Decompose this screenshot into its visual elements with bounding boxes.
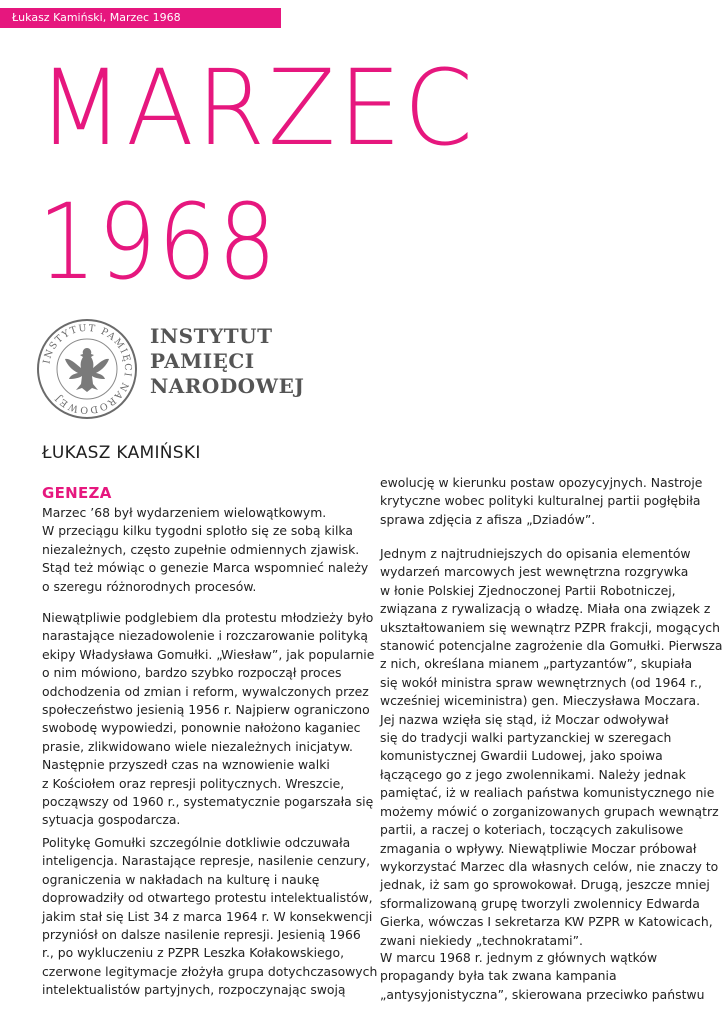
text-line: wykorzystać Marzec dla własnych celów, nie znaczy to — [380, 858, 719, 874]
text-line: o szeregu różnorodnych procesów. — [42, 578, 257, 594]
title-line-1: MARZEC — [38, 47, 476, 169]
text-line: Niewątpliwie podglebiem dla protestu młodzieży było — [42, 610, 374, 625]
text-line: sprawa zdjęcia z afisza „Dziadów”. — [380, 511, 596, 527]
text-line: jakim stał się List 34 z marca 1964 r. W konsekwencji — [42, 908, 373, 924]
text-line: doprowadziły od otwartego protestu intelektualistów, — [42, 890, 373, 906]
text-line: wcześniej wiceministra) gen. Mieczysława Moczara. — [380, 693, 701, 709]
text-line: z nich, określana mianem „partyzantów”, skupiała — [380, 656, 693, 672]
text-line: Jej nazwa wzięła się stąd, iż Moczar odwoływał — [380, 711, 669, 727]
text-line: intelektualistów partyjnych, rozpoczynając swoją — [42, 982, 346, 998]
text-line: przyniósł on dalsze nasilenie represji. Jesienią 1966 — [42, 927, 361, 943]
text-line: W marcu 1968 r. jednym z głównych wątków — [380, 950, 658, 965]
running-title-bar — [0, 8, 281, 28]
text-line: ekipy Władysława Gomułki. „Wiesław”, jak popularnie — [42, 646, 375, 662]
text-line: r., po wykluczeniu z PZPR Leszka Kołakowskiego, — [42, 945, 345, 961]
text-line: W przeciągu kilku tygodni splotło się ze sobą kilka — [42, 523, 353, 539]
text-line: zwani niekiedy „technokratami”. — [380, 932, 583, 948]
text-line: partii, a raczej o koteriach, toczących zakulisowe — [380, 822, 684, 838]
text-line: propagandy była tak zwana kampania — [380, 968, 617, 984]
text-line: ewolucję w kierunku postaw opozycyjnych. Nastroje — [380, 475, 703, 490]
text-line: zmagania o wpływy. Niewątpliwie Moczar próbował — [380, 840, 697, 856]
text-line: Marzec ’68 był wydarzeniem wielowątkowym. — [42, 505, 327, 520]
text-line: sytuacja gospodarcza. — [42, 812, 181, 828]
text-line: Gierka, wówczas I sekretarza KW PZPR w Katowicach, — [380, 914, 713, 930]
text-line: „antysyjonistyczna”, skierowana przeciwko państwu — [380, 986, 705, 1002]
text-line: jednak, iż sam go sprowokował. Drugą, jeszcze mniej — [380, 877, 710, 893]
text-line: wydarzeń marcowych jest wewnętrzna rozgrywka — [380, 564, 689, 580]
text-line: możemy mówić o zorganizowanych grupach wewnątrz — [380, 803, 719, 819]
text-line: prasie, zlikwidowano wiele niezależnych inicjatyw. — [42, 738, 353, 754]
ipn-seal-logo — [36, 318, 138, 420]
text-line: niezależnych, często zupełnie odmiennych zjawisk. — [42, 541, 360, 557]
text-line: z Kościołem oraz represji politycznych. Wreszcie, — [42, 775, 345, 791]
text-line: Następnie przyszedł czas na wznowienie walki — [42, 757, 330, 773]
paragraph — [42, 504, 368, 596]
paragraph — [42, 609, 374, 830]
text-line: pamiętać, iż w realiach państwa komunistycznego nie — [380, 785, 715, 801]
text-line: Politykę Gomułki szczególnie dotkliwie odczuwała — [42, 835, 351, 850]
seal-text: INSTYTUT PAMIĘCI NARODOWEJ — [41, 322, 134, 416]
text-line: się wokół ministra spraw wewnętrznych (od 1964 r., — [380, 674, 702, 690]
text-line: swobodę wypowiedzi, ponownie nałożono kaganiec — [42, 720, 361, 736]
text-line: stanowić potencjalne zagrożenie dla Gomułki. Pierwsza — [380, 638, 723, 654]
text-line: ograniczenia w nakładach na kulturę i naukę — [42, 871, 320, 887]
text-line: się do tradycji walki partyzanckiej w szeregach — [380, 730, 672, 746]
text-line: społeczeństwo jesienią 1956 r. Najpierw ograniczono — [42, 702, 370, 718]
text-line: w łonie Polskiej Zjednoczonej Partii Robotniczej, — [380, 582, 676, 598]
text-line: Stąd też mówiąc o genezie Marca wspomnieć należy — [42, 560, 369, 576]
text-line: ukształtowaniem się wewnątrz PZPR frakcji, mogących — [380, 619, 720, 635]
text-line: komunistycznej Gwardii Ludowej, jako spoiwa — [380, 748, 663, 764]
text-line: o nim mówiono, bardzo szybko rozpoczął proces — [42, 665, 342, 681]
text-line: czerwone legitymacje złożyła grupa dotychczasowych — [42, 963, 378, 979]
wordmark-line-1: INSTYTUT — [150, 324, 273, 348]
text-line: sformalizowaną grupę tworzyli zwolennicy Edwarda — [380, 895, 700, 911]
running-title: Łukasz Kamiński, Marzec 1968 — [12, 11, 181, 24]
text-line: Jednym z najtrudniejszych do opisania elementów — [380, 546, 691, 561]
ipn-wordmark — [150, 324, 304, 399]
paragraph — [380, 949, 704, 1004]
wordmark-line-2: PAMIĘCI — [150, 349, 255, 373]
section-heading: GENEZA — [42, 484, 112, 502]
text-line: krytyczne wobec polityki kulturalnej partii pogłębiła — [380, 493, 701, 509]
text-line: związana z rywalizacją o władzę. Miała ona związek z — [380, 601, 711, 617]
eagle-icon — [65, 348, 109, 392]
title-line-2: 1968 — [38, 181, 278, 303]
paragraph — [42, 834, 377, 1000]
text-line: łączącego go z jego zwolennikami. Należy jednak — [380, 766, 686, 782]
text-line: począwszy od 1960 r., systematycznie pogarszała się — [42, 794, 374, 810]
paragraph — [380, 545, 723, 950]
paragraph — [380, 474, 702, 529]
text-line: narastające niezadowolenie i rozczarowanie polityką — [42, 628, 369, 644]
text-line: odchodzenia od zmian i reform, wywalczonych przez — [42, 683, 369, 699]
author-name: ŁUKASZ KAMIŃSKI — [42, 443, 201, 463]
text-line: inteligencja. Narastające represje, nasilenie cenzury, — [42, 853, 371, 869]
wordmark-line-3: NARODOWEJ — [150, 374, 305, 398]
